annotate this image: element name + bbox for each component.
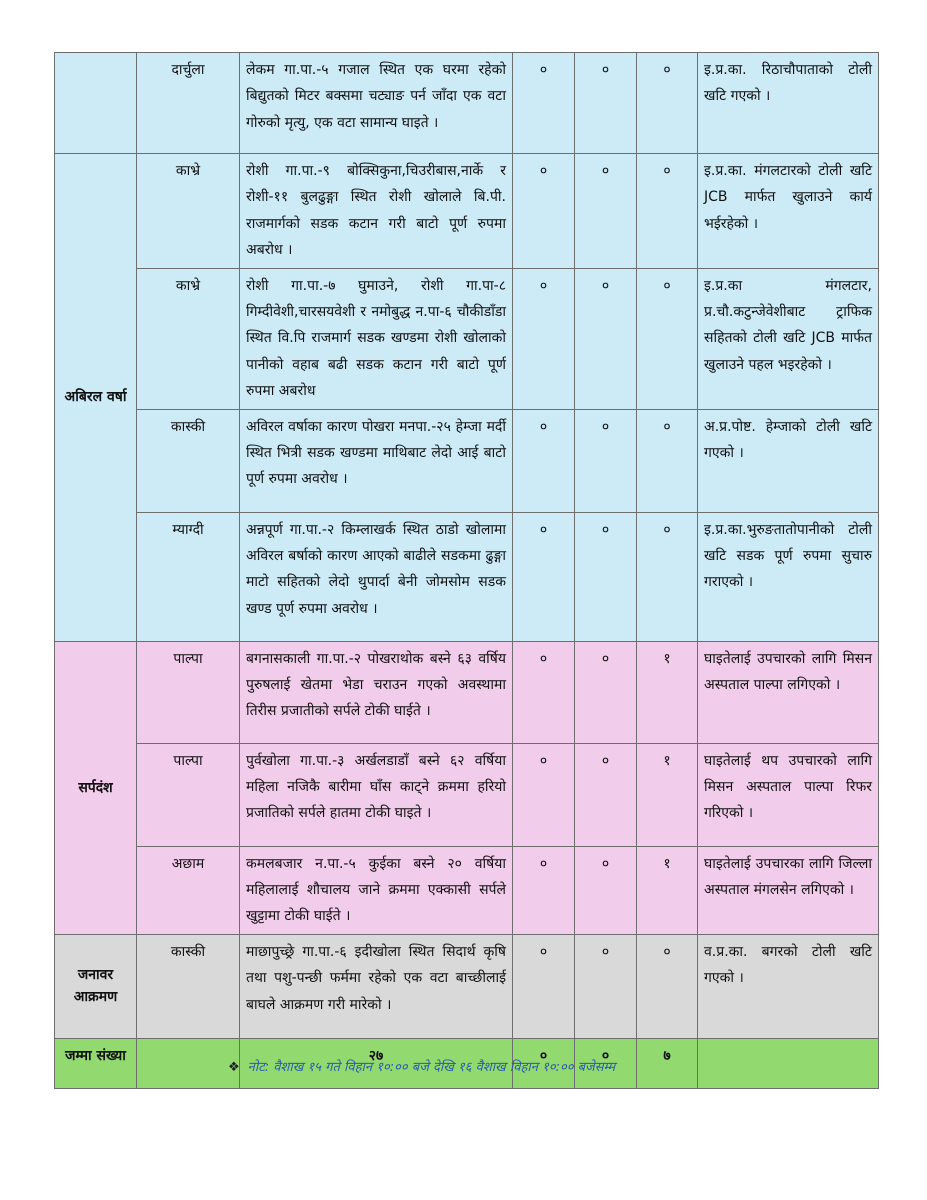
remark-cell: अ.प्र.पोष्ट. हेम्जाको टोली खटि गएको । <box>698 409 879 512</box>
description-cell: रोशी गा.पा.-७ घुमाउने, रोशी गा.पा-८ गिम्दीवेशी,चारसयवेशी र नमोबुद्ध न.पा-६ चौकीडाँडा स्थित वि.पि राजमार्ग सडक खण्डमा रोशी खोलाको पानीको वहाब बढी सडक कटान गरी बाटो पूर्ण रुपमा अबरोध <box>240 268 513 409</box>
remark-cell: घाइतेलाई थप उपचारको लागि मिसन अस्पताल पाल्पा रिफर गरिएको । <box>698 743 879 846</box>
count-cell: ० <box>575 154 637 269</box>
count-cell: ० <box>575 53 637 154</box>
remark-cell: व.प्र.का. बगरको टोली खटि गएको । <box>698 934 879 1038</box>
district-cell: दार्चुला <box>137 53 240 154</box>
table-row <box>55 409 879 512</box>
count-cell: ० <box>575 409 637 512</box>
table-row <box>55 743 879 846</box>
description-cell: अन्नपूर्ण गा.पा.-२ किम्लाखर्क स्थित ठाडो खोलामा अविरल बर्षाको कारण आएको बाढीले सडकमा ढुङ्गा माटो सहितको लेदो थुपार्दा बेनी जोमसोम सडक खण्ड पूर्ण रुपमा अवरोध । <box>240 512 513 641</box>
total-count-cell: ० <box>513 1038 575 1088</box>
count-cell: ० <box>575 641 637 743</box>
count-cell: ० <box>513 53 575 154</box>
count-cell: ० <box>575 512 637 641</box>
category-cell: सर्पदंश <box>55 641 137 934</box>
table-row <box>55 53 879 154</box>
count-cell: ० <box>513 743 575 846</box>
remark-cell: घाइतेलाई उपचारका लागि जिल्ला अस्पताल मंगलसेन लगिएको । <box>698 846 879 934</box>
total-label: जम्मा संख्या <box>55 1038 137 1088</box>
category-cell: अबिरल वर्षा <box>55 154 137 642</box>
total-count-cell: ० <box>575 1038 637 1088</box>
table-row <box>55 268 879 409</box>
total-remark-cell <box>698 1038 879 1088</box>
count-cell: ० <box>513 641 575 743</box>
count-cell: ० <box>513 409 575 512</box>
category-cell <box>55 53 137 154</box>
district-cell: कास्की <box>137 409 240 512</box>
description-cell: अविरल वर्षाका कारण पोखरा मनपा.-२५ हेम्जा मर्दी स्थित भित्री सडक खण्डमा माथिबाट लेदो आई बाटो पूर्ण रुपमा अवरोध । <box>240 409 513 512</box>
count-cell: १ <box>637 743 698 846</box>
district-cell: काभ्रे <box>137 154 240 269</box>
district-cell: म्याग्दी <box>137 512 240 641</box>
description-cell: बगनासकाली गा.पा.-२ पोखराथोक बस्ने ६३ वर्षिय पुरुषलाई खेतमा भेडा चराउन गएको अवस्थामा तिरीस प्रजातीको सर्पले टोकी घाईते । <box>240 641 513 743</box>
district-cell: कास्की <box>137 934 240 1038</box>
table-row <box>55 934 879 1038</box>
count-cell: ० <box>575 268 637 409</box>
district-cell: अछाम <box>137 846 240 934</box>
remark-cell: इ.प्र.का मंगलटार, प्र.चौ.कटुन्जेवेशीबाट ट्राफिक सहितको टोली खटि JCB मार्फत खुलाउने पहल भइरहेको । <box>698 268 879 409</box>
count-cell: ० <box>513 846 575 934</box>
district-cell: पाल्पा <box>137 743 240 846</box>
count-cell: ० <box>513 154 575 269</box>
count-cell: १ <box>637 846 698 934</box>
count-cell: ० <box>575 934 637 1038</box>
description-cell: रोशी गा.पा.-९ बोक्सिकुना,चिउरीबास,नार्के र रोशी-११ बुलढुङ्गा स्थित रोशी खोलाले बि.पी. राजमार्गको सडक कटान गरी बाटो पूर्ण रुपमा अबरोध । <box>240 154 513 269</box>
category-cell: जनावर आक्रमण <box>55 934 137 1038</box>
total-count: २७ <box>240 1038 513 1088</box>
total-empty-cell <box>137 1038 240 1088</box>
count-cell: ० <box>637 409 698 512</box>
table-row <box>55 846 879 934</box>
count-cell: ० <box>637 268 698 409</box>
table-row <box>55 154 879 269</box>
description-cell: लेकम गा.पा.-५ गजाल स्थित एक घरमा रहेको बिद्युतको मिटर बक्समा चट्याङ पर्न जाँदा एक वटा गोरुको मृत्यु, एक वटा सामान्य घाइते । <box>240 53 513 154</box>
count-cell: ० <box>637 934 698 1038</box>
remark-cell: इ.प्र.का. रिठाचौपाताको टोली खटि गएको । <box>698 53 879 154</box>
count-cell: ० <box>637 53 698 154</box>
count-cell: ० <box>637 512 698 641</box>
count-cell: ० <box>575 743 637 846</box>
diamond-bullet-icon: ❖ <box>228 1060 240 1075</box>
description-cell: कमलबजार न.पा.-५ कुईका बस्ने २० वर्षिया महिलालाई शौचालय जाने क्रममा एक्कासी सर्पले खुट्टामा टोकी घाईते । <box>240 846 513 934</box>
incident-table <box>54 52 879 1089</box>
count-cell: ० <box>575 846 637 934</box>
count-cell: ० <box>513 512 575 641</box>
total-count-cell: ७ <box>637 1038 698 1088</box>
remark-cell: इ.प्र.का. मंगलटारको टोली खटि JCB मार्फत खुलाउने कार्य भईरहेको । <box>698 154 879 269</box>
table-row <box>55 641 879 743</box>
description-cell: पुर्वखोला गा.पा.-३ अर्खलडाडाँ बस्ने ६२ वर्षिया महिला नजिकै बारीमा घाँस काट्ने क्रममा हरियो प्रजातिको सर्पले हातमा टोकी घाइते । <box>240 743 513 846</box>
table-row <box>55 512 879 641</box>
count-cell: ० <box>513 934 575 1038</box>
count-cell: ० <box>513 268 575 409</box>
remark-cell: इ.प्र.का.भुरुङतातोपानीको टोली खटि सडक पूर्ण रुपमा सुचारु गराएको । <box>698 512 879 641</box>
footnote-text: नोट: वैशाख १५ गते विहान १०:०० बजे देखि १६ वैशाख विहान १०:०० बजेसम्म <box>247 1060 616 1075</box>
district-cell: पाल्पा <box>137 641 240 743</box>
district-cell: काभ्रे <box>137 268 240 409</box>
count-cell: १ <box>637 641 698 743</box>
count-cell: ० <box>637 154 698 269</box>
remark-cell: घाइतेलाई उपचारको लागि मिसन अस्पताल पाल्पा लगिएको । <box>698 641 879 743</box>
footnote <box>228 1057 615 1075</box>
description-cell: माछापुच्छ्रे गा.पा.-६ इदीखोला स्थित सिदार्थ कृषि तथा पशु-पन्छी फर्ममा रहेको एक वटा बाच्छीलाई बाघले आक्रमण गरी मारेको । <box>240 934 513 1038</box>
